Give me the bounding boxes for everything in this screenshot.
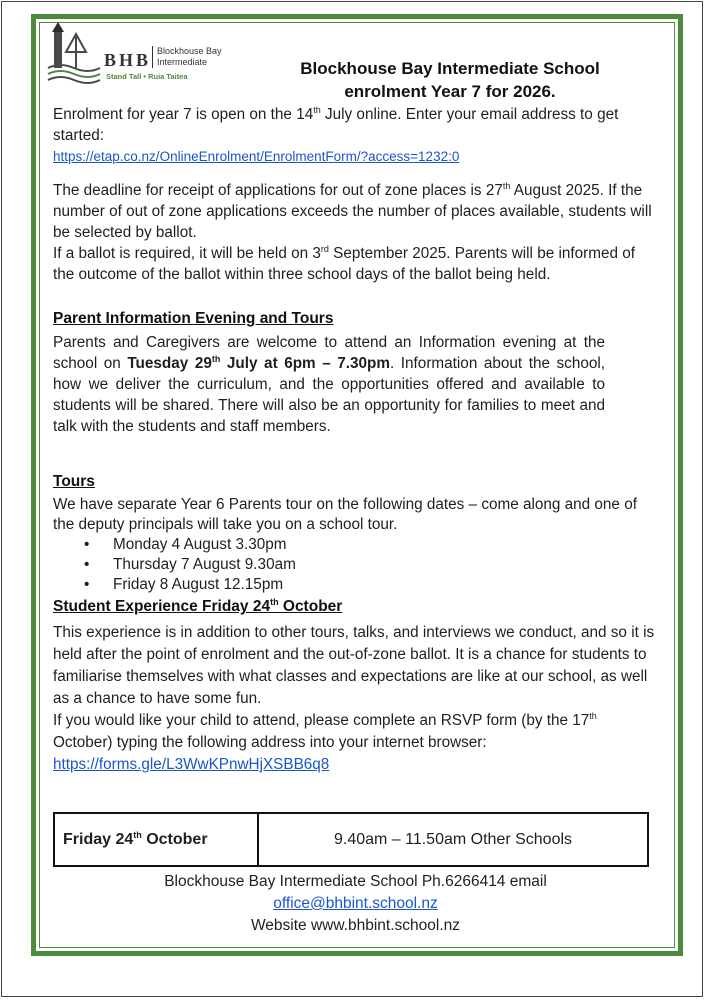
- experience-section: This experience is in addition to other tours, talks, and interviews we conduct, and so it is held after the point of enrolment and the out-of-zone ballot. It is a chance for students to familiarise themselves with what classes and expectations are like at our school, as well as a chance to have some fun. If you would like your child to attend, please complete an RSVP form (by the 17th October) typing the following address into your internet browser: https://forms.gle/L3WwKPnwHjXSBB6q8: [53, 624, 655, 773]
- tour-dates-list: [53, 535, 658, 595]
- schedule-day: Friday 24th October: [54, 813, 258, 866]
- logo-school-name: Blockhouse Bay Intermediate: [152, 46, 222, 68]
- tours-heading: Tours: [53, 473, 95, 490]
- tour-date: • Friday 8 August 12.15pm: [53, 575, 658, 595]
- tour-date: • Monday 4 August 3.30pm: [53, 535, 658, 555]
- tours-section: We have separate Year 6 Parents tour on the following dates – come along and one of the deputy principals will take you on a school tour. • Monday 4 August 3.30pm • Thursday 7 August 9.30am • Friday 8 August 12.15pm: [53, 495, 658, 595]
- experience-heading: Student Experience Friday 24th October: [53, 597, 343, 615]
- footer-contact: Blockhouse Bay Intermediate School Ph.6266414 email: [164, 873, 547, 890]
- footer: [53, 871, 658, 937]
- info-evening-heading: Parent Information Evening and Tours: [53, 310, 334, 327]
- blockhouse-icon: [46, 22, 102, 84]
- intro-text: Enrolment for year 7 is open on the 14th July online. Enter your email address to get started:: [53, 105, 619, 144]
- footer-website: Website www.bhbint.school.nz: [250, 917, 461, 934]
- logo-motto: Stand Tall • Ruia Taitea: [106, 72, 188, 81]
- page-title: Blockhouse Bay Intermediate School enrolment Year 7 for 2026.: [300, 59, 600, 101]
- schedule-time: 9.40am – 11.50am Other Schools: [258, 813, 648, 866]
- intro-section: [53, 104, 658, 167]
- deadline-section: The deadline for receipt of applications for out of zone places is 27th August 2025. If the number of out of zone applications exceeds the number of places available, students will be selected by ballot. If a ballot is required, it will be held on 3rd September 2025. Parents will be informed of the outcome of the ballot within three school days of the ballot being held.: [53, 181, 652, 283]
- info-evening-text: Parents and Caregivers are welcome to attend an Information evening at the school on Tuesday 29th July at 6pm – 7.30pm. Information about the school, how we deliver the curriculum, and the opportunities offered and available to students will be shared. There will also be an opportunity for families to meet and talk with the students and staff members.: [53, 334, 605, 435]
- school-logo: [46, 22, 236, 88]
- enrolment-link[interactable]: https://etap.co.nz/OnlineEnrolment/EnrolmentForm/?access=1232:0: [53, 149, 460, 164]
- footer-email-link[interactable]: office@bhbint.school.nz: [273, 895, 438, 912]
- logo-initials: BHB: [104, 50, 152, 70]
- schedule-table: [53, 812, 649, 867]
- rsvp-link[interactable]: https://forms.gle/L3WwKPnwHjXSBB6q8: [53, 756, 330, 773]
- tour-date: • Thursday 7 August 9.30am: [53, 555, 658, 575]
